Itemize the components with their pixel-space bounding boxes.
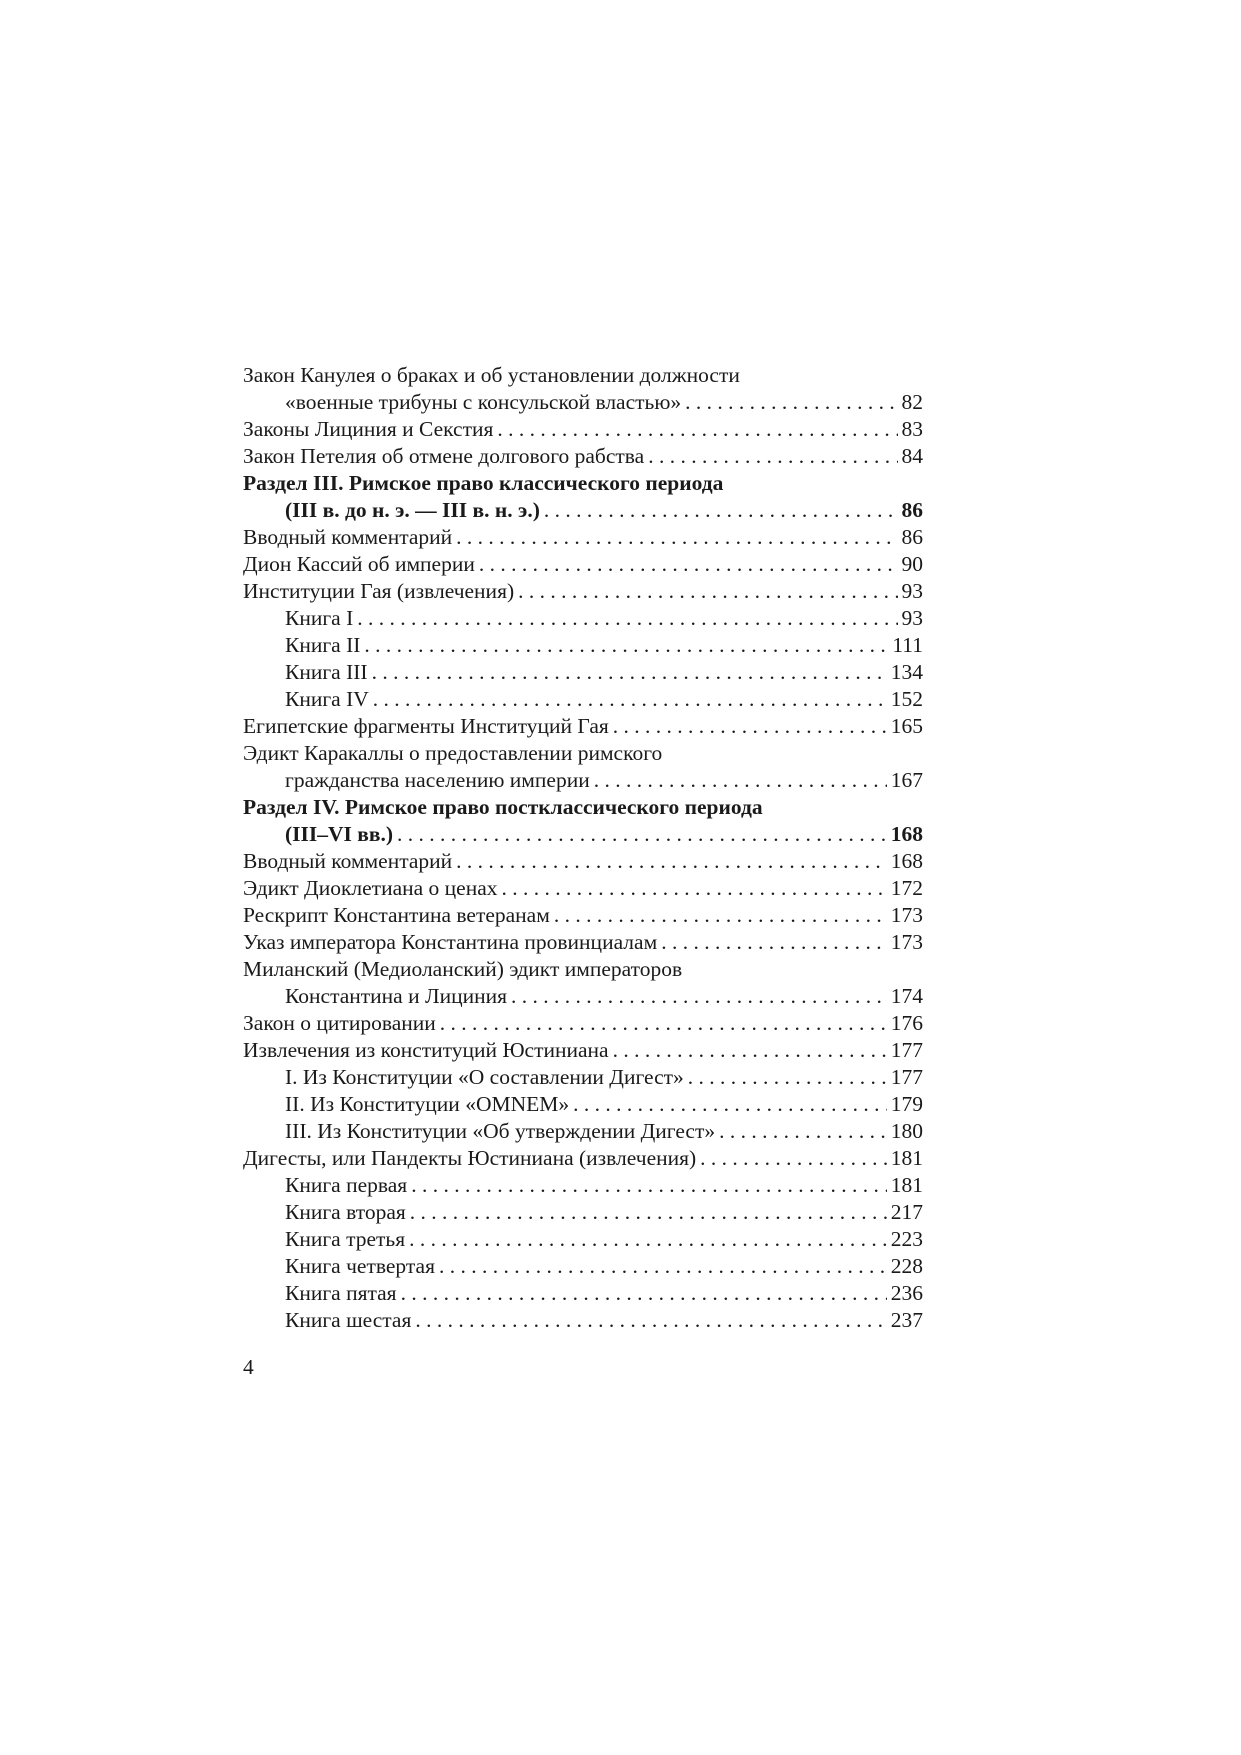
toc-entry-title: Книга четвертая xyxy=(285,1254,435,1278)
toc-section-heading xyxy=(243,470,923,497)
toc-entry-title: Константина и Лициния xyxy=(285,984,507,1008)
toc-entry-title: Закон Канулея о браках и об установлении должности xyxy=(243,363,740,387)
toc-page-number: 237 xyxy=(890,1308,923,1332)
toc-dot-leader xyxy=(372,659,887,686)
toc-page-number: 173 xyxy=(890,930,923,954)
toc-dot-leader xyxy=(401,1280,887,1307)
toc-entry-title: Книга пятая xyxy=(285,1281,397,1305)
toc-entry-title: Книга III xyxy=(285,660,368,684)
toc-dot-leader xyxy=(613,1037,887,1064)
toc-entry xyxy=(243,848,923,875)
toc-dot-leader xyxy=(594,767,887,794)
toc-section-heading xyxy=(243,497,923,524)
toc-dot-leader xyxy=(439,1253,887,1280)
toc-entry xyxy=(243,1118,923,1145)
toc-dot-leader xyxy=(573,1091,887,1118)
toc-entry xyxy=(243,929,923,956)
toc-dot-leader xyxy=(648,443,897,470)
toc-page-number: 168 xyxy=(890,822,923,846)
toc-entry xyxy=(243,1091,923,1118)
toc-entry-title: Эдикт Диоклетиана о ценах xyxy=(243,876,498,900)
toc-page-number: 180 xyxy=(890,1119,923,1143)
toc-dot-leader xyxy=(411,1172,887,1199)
toc-page-number: 84 xyxy=(901,444,923,468)
toc-section-heading xyxy=(243,794,923,821)
toc-entry-title: Книга II xyxy=(285,633,361,657)
toc-entry-title: Дигесты, или Пандекты Юстиниана (извлечения) xyxy=(243,1146,697,1170)
toc-dot-leader xyxy=(373,686,887,713)
toc-page-number: 165 xyxy=(890,714,923,738)
toc-page-number: 111 xyxy=(892,633,923,657)
toc-page-number: 83 xyxy=(901,417,923,441)
toc-page-number: 174 xyxy=(890,984,923,1008)
toc-entry xyxy=(243,416,923,443)
toc-entry-title: Книга I xyxy=(285,606,354,630)
toc-entry-title: Законы Лициния и Секстия xyxy=(243,417,494,441)
toc-page-number: 167 xyxy=(890,768,923,792)
toc-entry-title: Раздел III. Римское право классического периода xyxy=(243,471,724,495)
toc-entry-title: Книга первая xyxy=(285,1173,408,1197)
toc-entry xyxy=(243,1037,923,1064)
toc-entry xyxy=(243,1307,923,1334)
toc-entry xyxy=(243,902,923,929)
toc-page-number: 93 xyxy=(901,606,923,630)
toc-page-number: 90 xyxy=(901,552,923,576)
toc-entry-title: Извлечения из конституций Юстиниана xyxy=(243,1038,609,1062)
toc-page-number: 134 xyxy=(890,660,923,684)
toc-entry-title: II. Из Конституции «OMNEM» xyxy=(285,1092,570,1116)
toc-dot-leader xyxy=(397,821,887,848)
toc-entry xyxy=(243,1010,923,1037)
toc-entry-title: Эдикт Каракаллы о предоставлении римского xyxy=(243,741,663,765)
toc-entry xyxy=(243,632,923,659)
toc-dot-leader xyxy=(719,1118,887,1145)
toc-entry-title: Закон Петелия об отмене долгового рабства xyxy=(243,444,645,468)
toc-entry xyxy=(243,767,923,794)
toc-entry-title: Вводный комментарий xyxy=(243,849,453,873)
toc-dot-leader xyxy=(364,632,888,659)
toc-dot-leader xyxy=(518,578,897,605)
toc-page-number: 223 xyxy=(890,1227,923,1251)
toc-entry xyxy=(243,1064,923,1091)
toc-entry-title: Книга IV xyxy=(285,687,369,711)
toc-entry-title: Миланский (Медиоланский) эдикт императоров xyxy=(243,957,683,981)
toc-entry-title: (III в. до н. э. — III в. н. э.) xyxy=(285,498,540,522)
toc-dot-leader xyxy=(440,1010,887,1037)
toc-page-number: 82 xyxy=(901,390,923,414)
toc-page-number: 177 xyxy=(890,1038,923,1062)
toc-entry xyxy=(243,956,923,983)
toc-entry-title: Раздел IV. Римское право постклассического периода xyxy=(243,795,763,819)
toc-entry xyxy=(243,1172,923,1199)
toc-entry xyxy=(243,1280,923,1307)
toc-page-number: 152 xyxy=(890,687,923,711)
toc-section-heading xyxy=(243,821,923,848)
toc-dot-leader xyxy=(415,1307,886,1334)
toc-page-number: 217 xyxy=(890,1200,923,1224)
toc-page-number: 179 xyxy=(890,1092,923,1116)
toc-entry xyxy=(243,983,923,1010)
toc-entry xyxy=(243,659,923,686)
toc-page-number: 236 xyxy=(890,1281,923,1305)
toc-entry-title: III. Из Конституции «Об утверждении Дигест» xyxy=(285,1119,716,1143)
toc-entry-title: Египетские фрагменты Институций Гая xyxy=(243,714,609,738)
toc-entry-title: Книга третья xyxy=(285,1227,406,1251)
toc-entry xyxy=(243,605,923,632)
toc-entry-title: Вводный комментарий xyxy=(243,525,453,549)
toc-entry xyxy=(243,362,923,389)
toc-dot-leader xyxy=(410,1199,887,1226)
toc-entry-title: Закон о цитировании xyxy=(243,1011,436,1035)
toc-page-number: 228 xyxy=(890,1254,923,1278)
toc-entry xyxy=(243,875,923,902)
toc-entry-title: I. Из Конституции «О составлении Дигест» xyxy=(285,1065,684,1089)
toc-page-number: 86 xyxy=(901,525,923,549)
toc-dot-leader xyxy=(456,848,887,875)
toc-page-number: 86 xyxy=(901,498,923,522)
toc-entry xyxy=(243,1226,923,1253)
toc-page-number: 176 xyxy=(890,1011,923,1035)
toc-dot-leader xyxy=(456,524,897,551)
toc-dot-leader xyxy=(511,983,887,1010)
table-of-contents xyxy=(243,362,923,1334)
toc-entry xyxy=(243,524,923,551)
toc-page-number: 168 xyxy=(890,849,923,873)
toc-dot-leader xyxy=(502,875,887,902)
toc-dot-leader xyxy=(554,902,887,929)
toc-entry-title: Книга шестая xyxy=(285,1308,412,1332)
toc-entry xyxy=(243,1253,923,1280)
toc-entry xyxy=(243,686,923,713)
toc-entry-title: Книга вторая xyxy=(285,1200,406,1224)
toc-entry-title: Институции Гая (извлечения) xyxy=(243,579,515,603)
toc-page-number: 173 xyxy=(890,903,923,927)
toc-dot-leader xyxy=(700,1145,887,1172)
toc-page-number: 181 xyxy=(890,1173,923,1197)
toc-dot-leader xyxy=(613,713,887,740)
toc-entry xyxy=(243,551,923,578)
toc-entry xyxy=(243,713,923,740)
toc-entry xyxy=(243,740,923,767)
toc-entry-title: «военные трибуны с консульской властью» xyxy=(285,390,682,414)
toc-dot-leader xyxy=(357,605,897,632)
toc-dot-leader xyxy=(409,1226,887,1253)
toc-dot-leader xyxy=(479,551,898,578)
toc-entry xyxy=(243,1199,923,1226)
toc-page-number: 177 xyxy=(890,1065,923,1089)
toc-dot-leader xyxy=(685,389,897,416)
toc-dot-leader xyxy=(497,416,897,443)
toc-entry-title: гражданства населению империи xyxy=(285,768,590,792)
toc-entry-title: (III–VI вв.) xyxy=(285,822,394,846)
page-number: 4 xyxy=(243,1355,254,1379)
toc-page-number: 172 xyxy=(890,876,923,900)
toc-entry xyxy=(243,578,923,605)
toc-entry xyxy=(243,443,923,470)
toc-page-number: 93 xyxy=(901,579,923,603)
toc-page-number: 181 xyxy=(890,1146,923,1170)
toc-entry xyxy=(243,389,923,416)
toc-dot-leader xyxy=(661,929,887,956)
toc-entry-title: Рескрипт Константина ветеранам xyxy=(243,903,550,927)
toc-entry-title: Указ императора Константина провинциалам xyxy=(243,930,658,954)
toc-dot-leader xyxy=(544,497,898,524)
toc-dot-leader xyxy=(688,1064,887,1091)
toc-entry xyxy=(243,1145,923,1172)
toc-entry-title: Дион Кассий об империи xyxy=(243,552,475,576)
